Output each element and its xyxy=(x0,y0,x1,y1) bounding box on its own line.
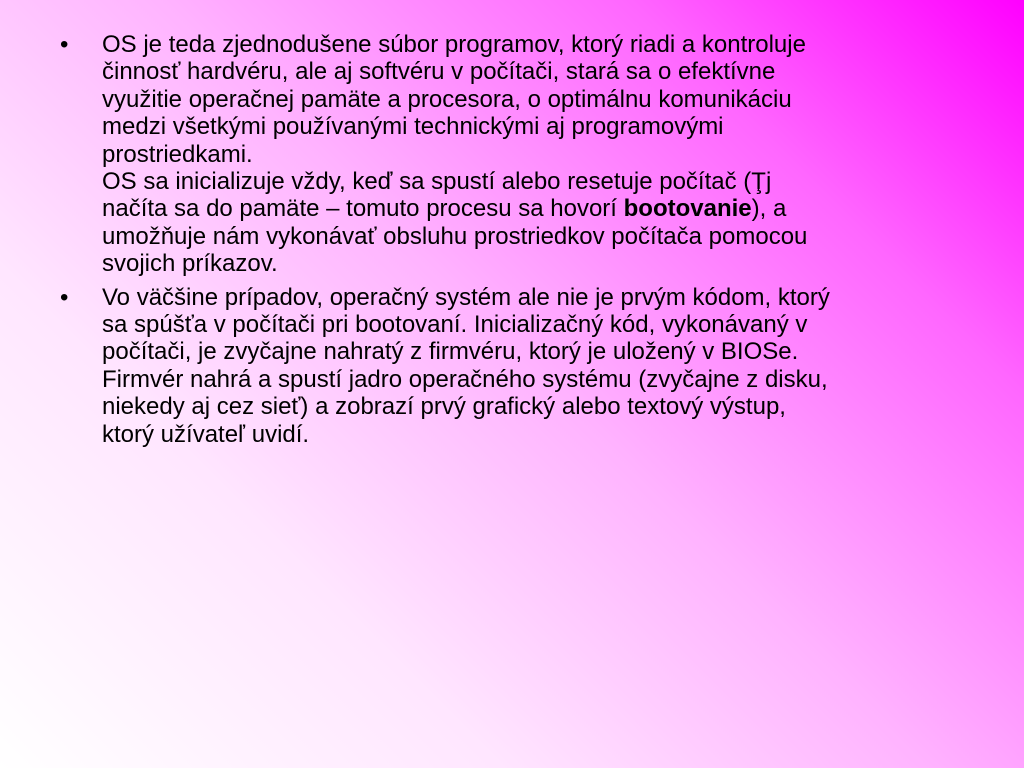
bold-term: bootovanie xyxy=(623,195,752,223)
text-line: svojich príkazov. xyxy=(102,250,278,278)
text-line-with-term xyxy=(102,195,980,222)
bullet-marker: • xyxy=(60,31,69,58)
text-line: prostriedkami. xyxy=(102,140,253,168)
bullet-list xyxy=(60,31,980,454)
text-line: využitie operačnej pamäte a procesora, o optimálnu komunikáciu xyxy=(102,85,792,113)
text-line: OS sa inicializuje vždy, keď sa spustí alebo resetuje počítač (Ţj xyxy=(102,168,772,196)
text-line: Vo väčšine prípadov, operačný systém ale nie je prvým kódom, ktorý xyxy=(102,283,830,311)
text-segment: načíta sa do pamäte – tomuto procesu sa hovorí xyxy=(102,195,624,223)
text-line: činnosť hardvéru, ale aj softvéru v počítači, stará sa o efektívne xyxy=(102,58,776,86)
text-line: Firmvér nahrá a spustí jadro operačného systému (zvyčajne z disku, xyxy=(102,365,828,393)
text-line: ktorý užívateľ uvidí. xyxy=(102,420,310,448)
text-line: niekedy aj cez sieť) a zobrazí prvý grafický alebo textový výstup, xyxy=(102,393,786,421)
text-line: medzi všetkými používanými technickými aj programovými xyxy=(102,113,724,141)
text-line: sa spúšťa v počítači pri bootovaní. Inicializačný kód, vykonávaný v xyxy=(102,311,808,339)
bullet-item-1 xyxy=(60,31,980,278)
bullet-marker: • xyxy=(60,283,69,311)
text-segment: ), a xyxy=(751,195,787,223)
text-line: počítači, je zvyčajne nahratý z firmvéru, ktorý je uložený v BIOSe. xyxy=(102,338,799,366)
text-line: OS je teda zjednodušene súbor programov, ktorý riadi a kontroluje xyxy=(102,31,806,58)
text-line: umožňuje nám vykonávať obsluhu prostriedkov počítača pomocou xyxy=(102,222,808,250)
bullet-item-2 xyxy=(60,284,980,448)
